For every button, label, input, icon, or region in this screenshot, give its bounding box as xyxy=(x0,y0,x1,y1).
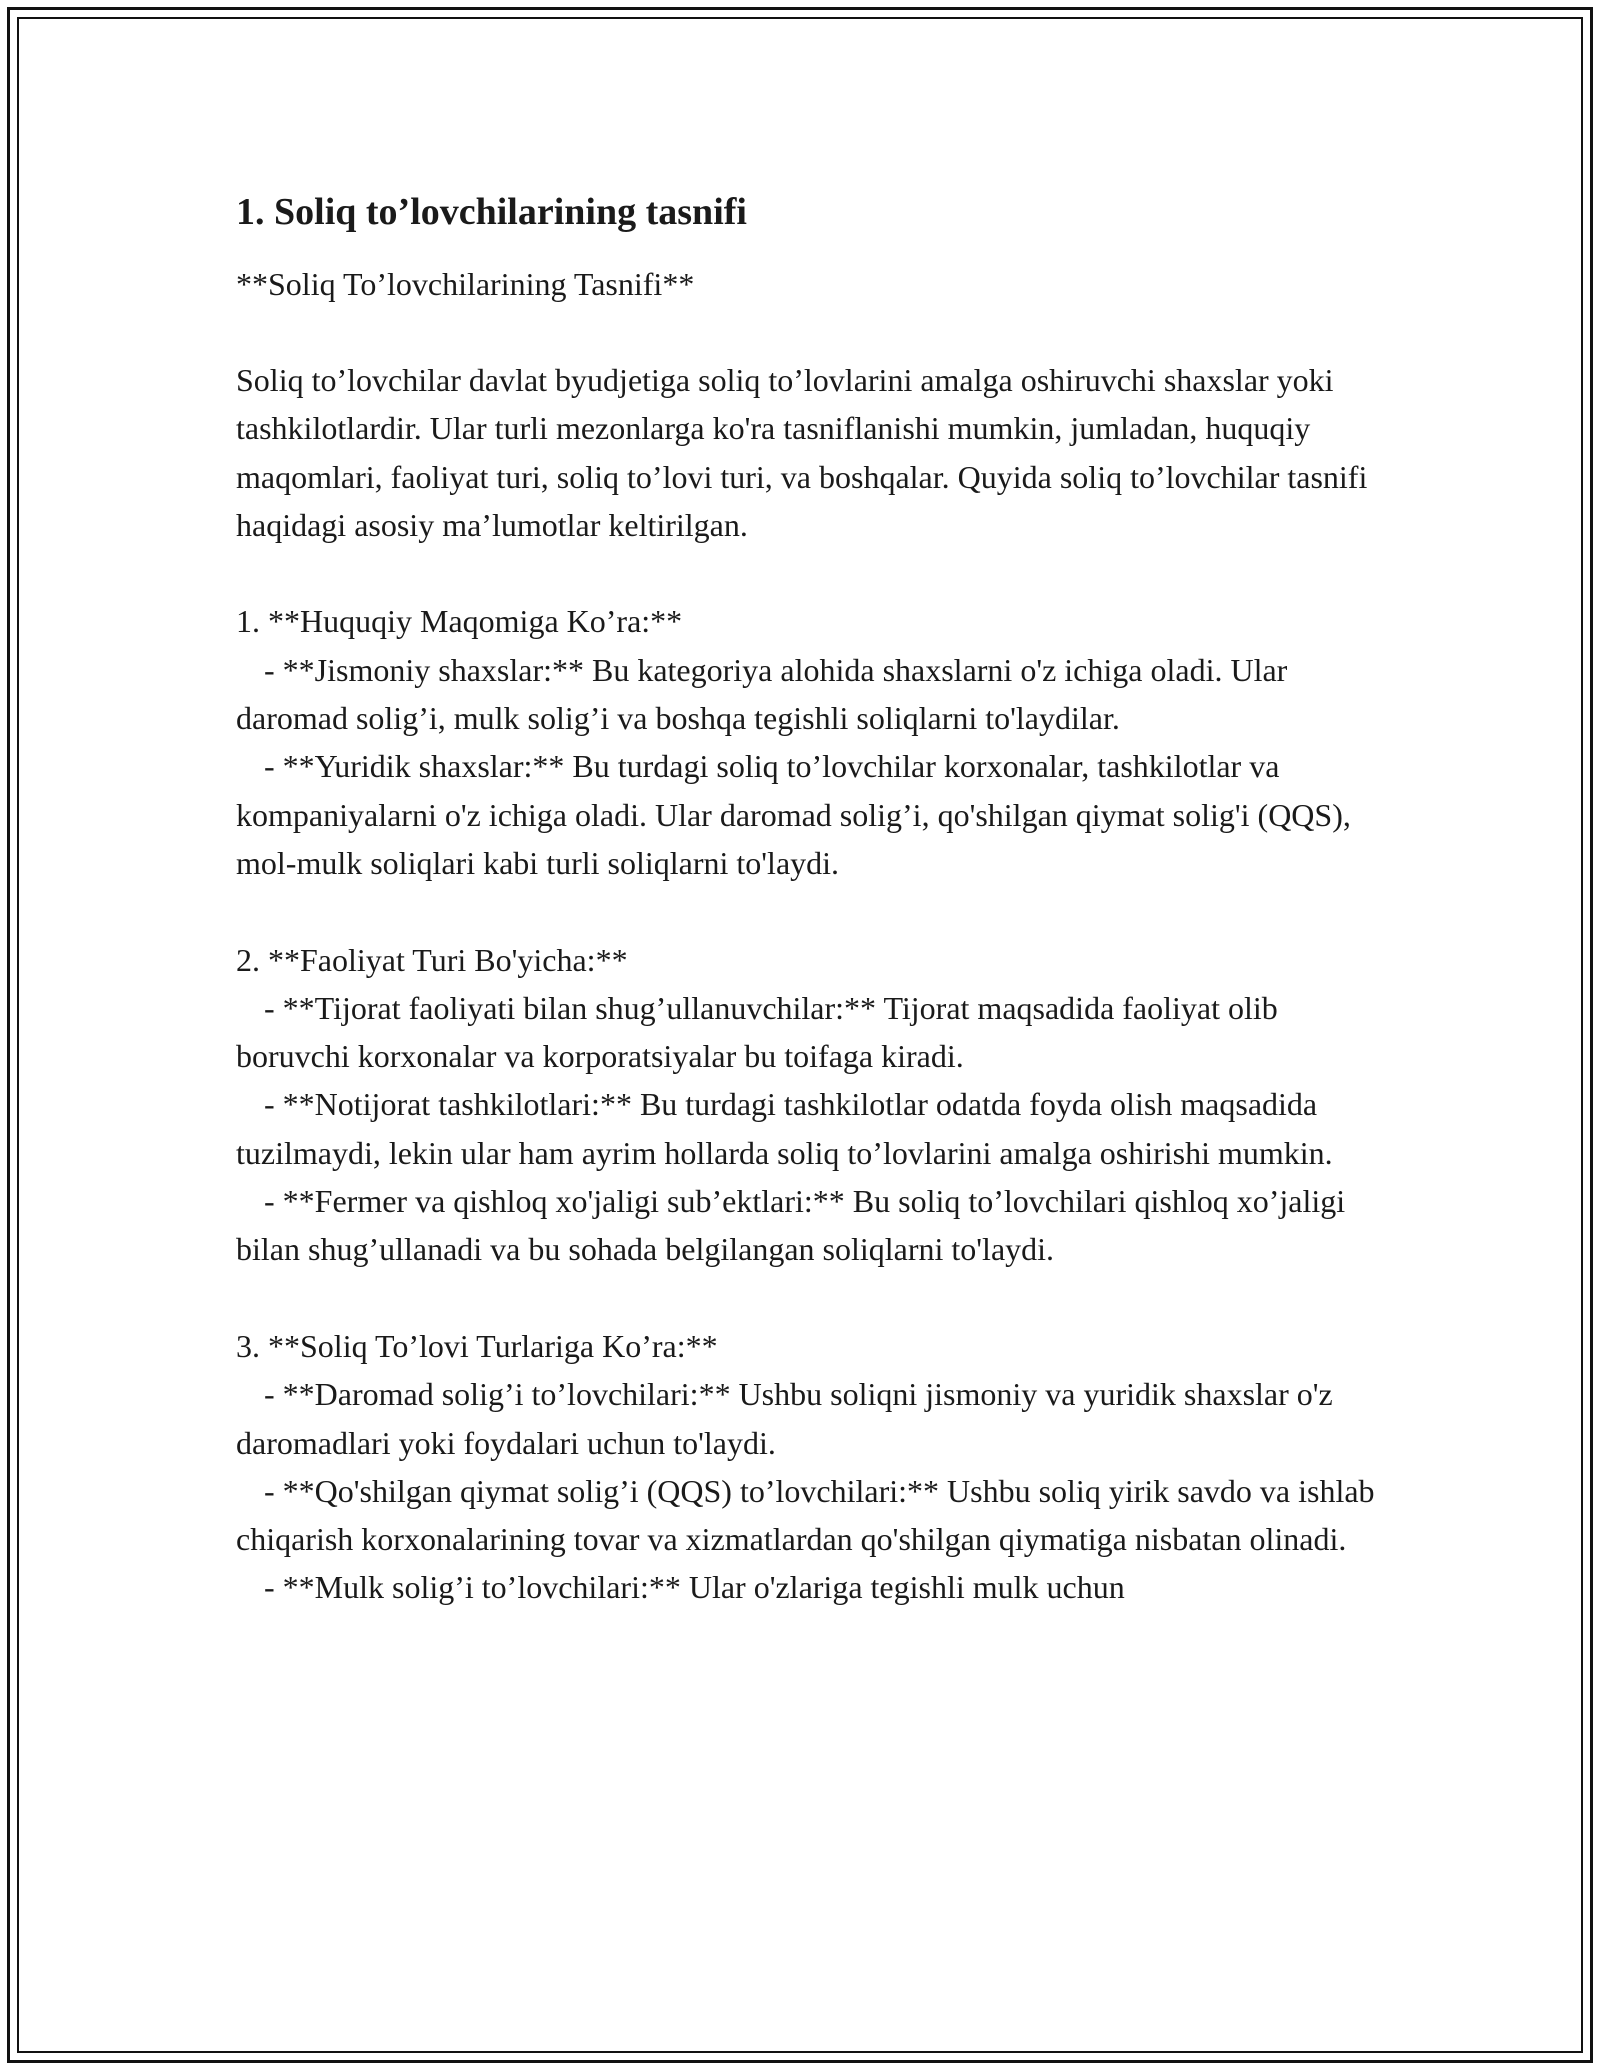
list-item: - **Daromad solig’i to’lovchilari:** Ushbu soliqni jismoniy va yuridik shaxslar o'z daromadlari yoki foydalari uchun to'laydi. xyxy=(236,1376,1333,1461)
intro-paragraph: Soliq to’lovchilar davlat byudjetiga soliq to’lovlarini amalga oshiruvchi shaxslar yoki tashkilotlardir. Ular turli mezonlarga ko'ra tasniflanishi mumkin, jumladan, huquqiy maqomlari, faoliyat turi, soliq to’lovi turi, va boshqalar. Quyida soliq to’lovchilar tasnifi haqidagi asosiy ma’lumotlar keltirilgan. xyxy=(236,362,1368,543)
section-title: 1. **Huquqiy Maqomiga Ko’ra:** xyxy=(236,603,683,640)
section-title: 2. **Faoliyat Turi Bo'yicha:** xyxy=(236,941,628,978)
document-subtitle: **Soliq To’lovchilarining Tasnifi** xyxy=(236,266,695,302)
list-item: - **Qo'shilgan qiymat solig’i (QQS) to’lovchilari:** Ushbu soliq yirik savdo va ishlab chiqarish korxonalarining tovar va xizmatlardan qo'shilgan qiymatiga nisbatan olinadi. xyxy=(236,1472,1375,1558)
section-tax-type xyxy=(236,1322,1386,1612)
list-item: - **Jismoniy shaxslar:** Bu kategoriya alohida shaxslarni o'z ichiga oladi. Ular daromad solig’i, mulk solig’i va boshqa tegishli soliqlarni to'laydilar. xyxy=(236,651,1288,737)
list-item: - **Tijorat faoliyati bilan shug’ullanuvchilar:** Tijorat maqsadida faoliyat olib boruvchi korxonalar va korporatsiyalar bu toifaga kiradi. xyxy=(236,989,1278,1075)
list-item: - **Fermer va qishloq xo'jaligi sub’ektlari:** Bu soliq to’lovchilari qishloq xo’jaligi bilan shug’ullanadi va bu sohada belgilangan soliqlarni to'laydi. xyxy=(236,1183,1346,1268)
section-legal-status xyxy=(236,597,1386,887)
list-item: - **Notijorat tashkilotlari:** Bu turdagi tashkilotlar odatda foyda olish maqsadida tuzilmaydi, lekin ular ham ayrim hollarda soliq to’lovlarini amalga oshirishi mumkin. xyxy=(236,1086,1333,1171)
document-heading: 1. Soliq to’lovchilarining tasnifi xyxy=(236,191,747,233)
list-item: - **Yuridik shaxslar:** Bu turdagi soliq to’lovchilar korxonalar, tashkilotlar va kompaniyalarni o'z ichiga oladi. Ular daromad solig’i, qo'shilgan qiymat solig'i (QQS), mol-mulk soliqlari kabi turli soliqlarni to'laydi. xyxy=(236,748,1351,881)
section-title: 3. **Soliq To’lovi Turlariga Ko’ra:** xyxy=(236,1327,718,1364)
section-activity-type xyxy=(236,936,1386,1274)
document-body xyxy=(236,188,1386,1660)
list-item: - **Mulk solig’i to’lovchilari:** Ular o'zlariga tegishli mulk uchun xyxy=(264,1569,1125,1606)
